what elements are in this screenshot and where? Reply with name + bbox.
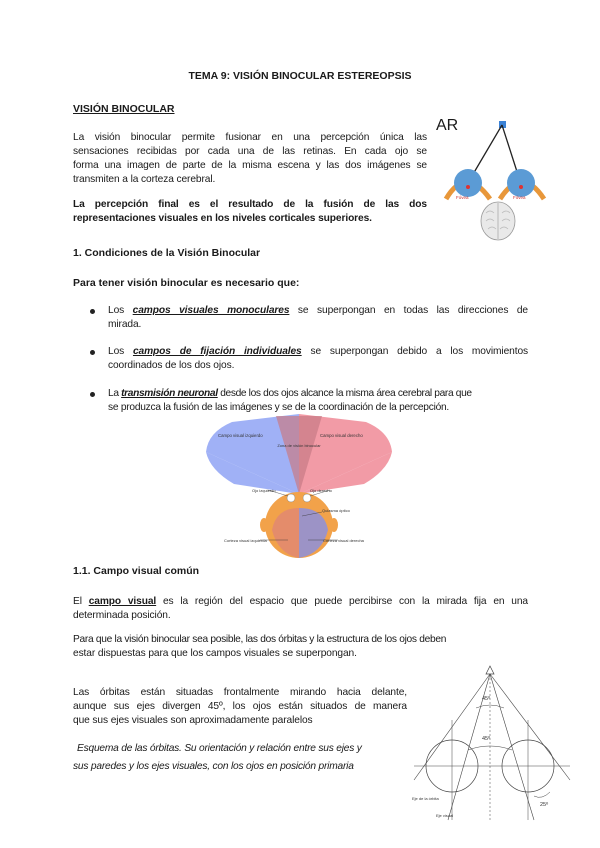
right-fovea-label: Fóvea — [513, 195, 526, 200]
paragraph-orbit-axes: Las órbitas están situadas frontalmente mirando hacia delante, aunque sus ejes divergen 45º, los ojos están situados de manera que sus ejes visuales son aproximadamente paralelos — [73, 687, 407, 726]
left-field-label: Campo visual izquierdo — [218, 433, 263, 438]
bullet-icon — [90, 392, 95, 397]
right-eye-label: Ojo derecho — [310, 488, 332, 493]
left-fovea-label: Fóvea — [456, 195, 469, 200]
emphasis-term: campo visual — [88, 596, 157, 607]
figure-orbit-schema — [410, 660, 582, 825]
text-line: sensaciones recibidas por cada una de las retinas. En cada ojo se — [73, 146, 427, 157]
angle-label: 45º — [482, 696, 491, 702]
angle-label: 45º — [482, 736, 491, 742]
binocular-zone-label: Zona de visión binocular — [277, 443, 321, 448]
orbit-axis-label: Eje de la órbita — [412, 796, 439, 801]
right-field-label: Campo visual derecho — [320, 433, 363, 438]
figure-caption: Esquema de las órbitas. Su orientación y relación entre sus ejes y sus paredes y los ejes visuales, con los ojos en posición primaria — [73, 743, 362, 772]
section-heading-common-field: 1.1. Campo visual común — [73, 565, 200, 577]
bullet-item-3: La transmisión neuronal desde los dos ojos alcance la misma área cerebral para que se produzca la fusión de las imágenes y se de la coordinación de la percepción. — [108, 388, 472, 413]
left-eye-label: Ojo izquierdo — [252, 488, 276, 493]
emphasis-term: campos visuales monoculares — [132, 305, 290, 316]
text-line: forma una imagen de parte de la misma escena y las dos imágenes se — [73, 160, 427, 171]
left-eye-icon — [454, 169, 482, 197]
bullet-icon — [90, 309, 95, 314]
conditions-intro: Para tener visión binocular es necesario que: — [73, 277, 300, 289]
left-cortex-label: Corteza visual izquierda — [224, 538, 267, 543]
page-title: TEMA 9: VISIÓN BINOCULAR ESTEREOPSIS — [188, 70, 412, 82]
emphasis-term: campos de fijación individuales — [132, 346, 302, 357]
bullet-item-2: Los campos de fijación individuales se superpongan debido a los movimientos coordinados de los dos ojos. — [108, 346, 528, 371]
section-heading-conditions: 1. Condiciones de la Visión Binocular — [73, 247, 261, 259]
paragraph-fusion — [73, 198, 427, 226]
figure-label-ar: AR — [436, 117, 459, 134]
paragraph-orbits-structure: Para que la visión binocular sea posible, las dos órbitas y la estructura de los ojos deben estar dispuestas para que los campos visuales se superpongan. — [73, 634, 447, 659]
visual-axis-label: Eje visual — [436, 813, 454, 818]
paragraph-field-definition: El campo visual es la región del espacio que puede percibirse con la mirada fija en una determinada posición. — [73, 596, 528, 621]
angle-label: 25º — [540, 802, 549, 808]
text-line: representaciones visuales en los niveles corticales superiores. — [73, 213, 372, 224]
right-cortex-label: Corteza visual derecha — [323, 538, 364, 543]
apex-triangle-icon — [486, 666, 494, 674]
text-line: La percepción final es el resultado de la fusión de las dos — [73, 199, 427, 210]
bullet-icon — [90, 350, 95, 355]
figure-binocular-eyes — [432, 115, 552, 245]
bullet-item-1: Los campos visuales monoculares se superpongan en todas las direcciones de mirada. — [108, 305, 528, 330]
chiasm-label: Quiasma óptico — [322, 508, 350, 513]
emphasis-term: transmisión neuronal — [121, 388, 218, 399]
section-heading-vision-binocular: VISIÓN BINOCULAR — [73, 103, 175, 115]
figure-visual-fields — [204, 412, 394, 560]
text-line: transmiten a la corteza cerebral. — [73, 174, 216, 185]
right-eye-icon — [507, 169, 535, 197]
text-line: La visión binocular permite fusionar en una percepción única las — [73, 132, 427, 143]
paragraph-intro — [73, 131, 427, 187]
